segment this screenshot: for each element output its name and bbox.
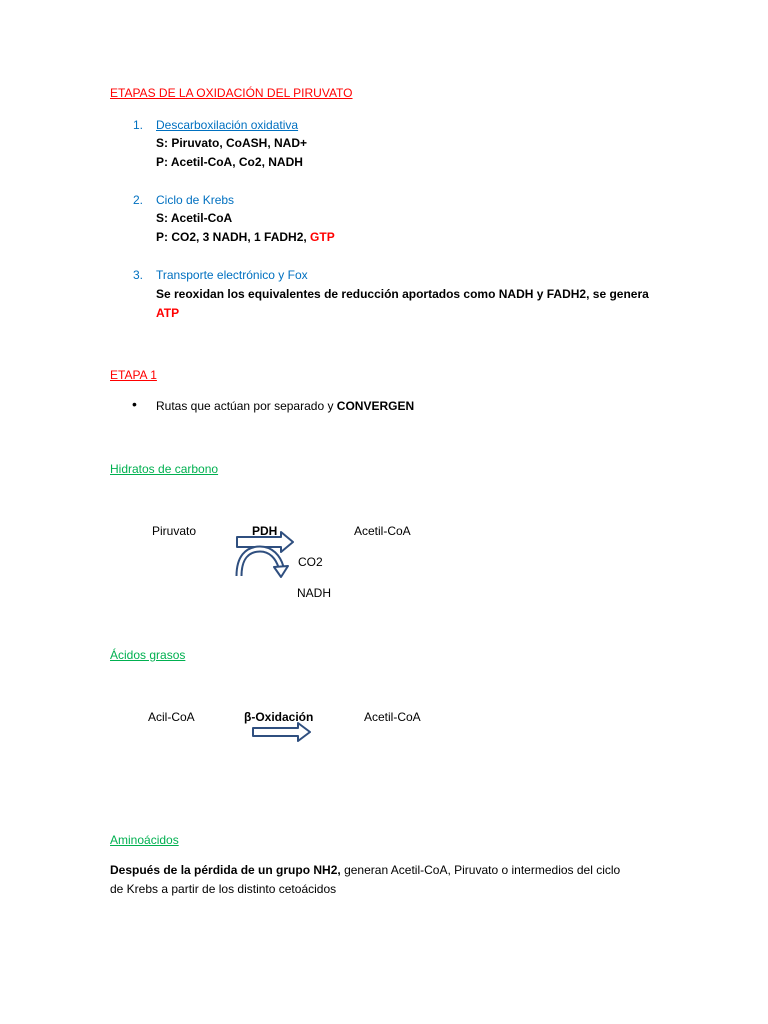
amino-text-a: Después de la pérdida de un grupo bbox=[110, 863, 311, 877]
fatty-reaction-arrow-icon bbox=[250, 722, 314, 744]
step-2-products-text: P: CO2, 3 NADH, 1 FADH2, bbox=[156, 230, 307, 244]
bullet-icon: • bbox=[132, 396, 137, 412]
step-heading-2: Ciclo de Krebs bbox=[156, 193, 235, 207]
carb-reaction-arrow-icon bbox=[234, 530, 296, 580]
fatty-product: Acetil-CoA bbox=[364, 710, 421, 724]
carb-byproduct-co2: CO2 bbox=[298, 555, 323, 569]
etapa-1-bullet-text bbox=[156, 399, 414, 414]
step-2-products bbox=[156, 230, 335, 245]
etapa-1-heading: ETAPA 1 bbox=[110, 368, 157, 382]
step-heading-3: Transporte electrónico y Fox bbox=[156, 268, 308, 282]
step-number-1: 1. bbox=[133, 118, 144, 132]
amino-acids-text-line1 bbox=[110, 863, 620, 878]
step-3-highlight: ATP bbox=[156, 306, 180, 320]
step-number-3: 3. bbox=[133, 268, 144, 282]
step-1-products: P: Acetil-CoA, Co2, NADH bbox=[156, 155, 303, 169]
amino-text-b: generan Acetil-CoA, Piruvato o intermedios del ciclo bbox=[344, 863, 621, 877]
fatty-process: β-Oxidación bbox=[244, 710, 314, 724]
carb-substrate: Piruvato bbox=[152, 524, 197, 538]
page-title: ETAPAS DE LA OXIDACIÓN DEL PIRUVATO bbox=[110, 86, 353, 100]
fatty-substrate: Acil-CoA bbox=[148, 710, 195, 724]
bullet-strong: CONVERGEN bbox=[336, 399, 415, 413]
amino-text-strong: NH2, bbox=[313, 863, 341, 877]
step-2-highlight: GTP bbox=[310, 230, 335, 244]
step-1-substrates: S: Piruvato, CoASH, NAD+ bbox=[156, 136, 308, 150]
carb-byproduct-nadh: NADH bbox=[297, 586, 332, 600]
amino-acids-text-line2: de Krebs a partir de los distinto cetoácidos bbox=[110, 882, 337, 896]
bullet-text: Rutas que actúan por separado y bbox=[156, 399, 334, 413]
carb-product: Acetil-CoA bbox=[354, 524, 411, 538]
carbohydrates-heading: Hidratos de carbono bbox=[110, 462, 219, 476]
step-2-substrates: S: Acetil-CoA bbox=[156, 211, 233, 225]
carb-enzyme: PDH bbox=[252, 524, 278, 538]
amino-acids-heading: Aminoácidos bbox=[110, 833, 179, 847]
fatty-acids-heading: Ácidos grasos bbox=[110, 648, 186, 662]
step-number-2: 2. bbox=[133, 193, 144, 207]
step-3-description: Se reoxidan los equivalentes de reducción aportados como NADH y FADH2, se genera bbox=[156, 287, 649, 301]
step-heading-1: Descarboxilación oxidativa bbox=[156, 118, 299, 132]
